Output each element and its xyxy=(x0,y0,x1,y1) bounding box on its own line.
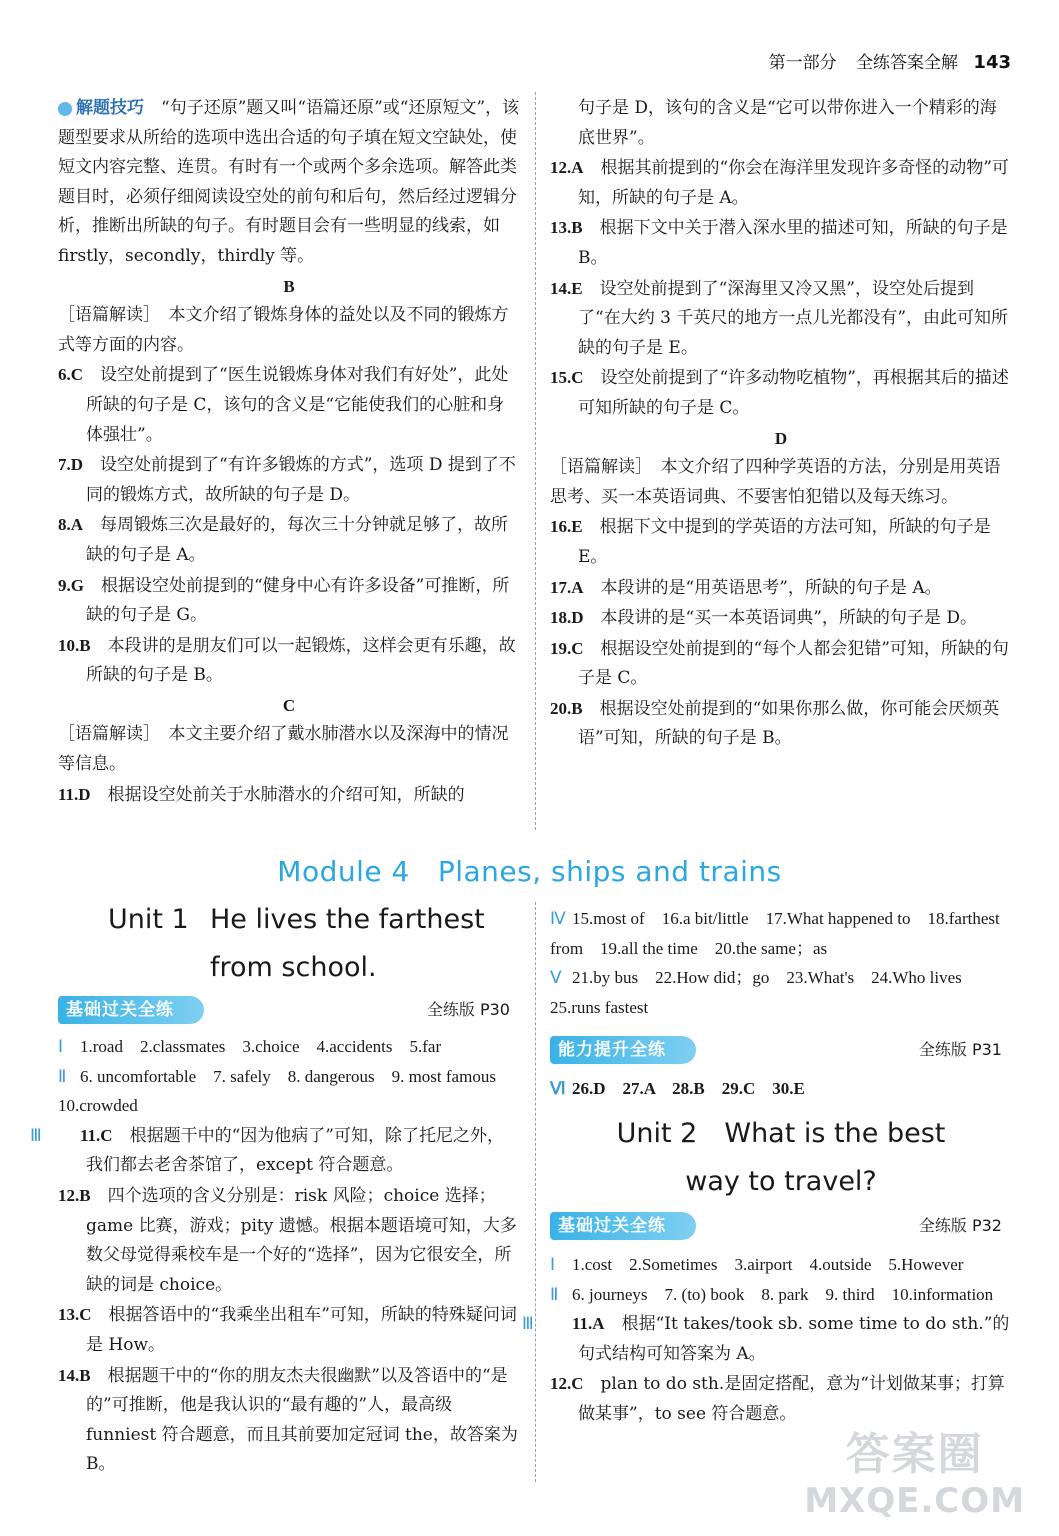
column-divider-bottom xyxy=(535,902,536,1482)
unit1-title-line1: He lives the farthest xyxy=(210,904,485,935)
header-section: 第一部分 xyxy=(768,53,837,73)
tip-label: 解题技巧 xyxy=(76,98,144,118)
answer-item: 19.C 根据设空处前提到的“每个人都会犯错”可知，所缺的句子是 C。 xyxy=(550,638,1009,689)
tip-text: “句子还原”题又叫“语篇还原”或“还原短文”，该题型要求从所给的选项中选出合适的句子填在短文空缺处，使短文内容完整、连贯。有时有一个或两个多余选项。解答此类题目时，必须仔细阅读设空处的前句和后句，然后经过逻辑分析，推断出所缺的句子。有时题目会有一些明显的线索，如 firstly，secondly，thirdly 等。 xyxy=(58,98,520,266)
page-number: 143 xyxy=(973,52,1011,73)
unit2-title-line2: way to travel? xyxy=(685,1165,877,1197)
answer-item: 12.C plan to do sth.是固定搭配，意为“计划做某事；打算做某事”，to see 符合题意。 xyxy=(550,1374,1005,1424)
reading-note-c: ［语篇解读］ 本文主要介绍了戴水肺潜水以及深海中的情况等信息。 xyxy=(58,724,509,775)
section-heading-d: D xyxy=(774,428,788,448)
section-badge: 基础过关全练 xyxy=(550,1212,696,1240)
answer-item: 12.B 四个选项的含义分别是：risk 风险；choice 选择；game 比赛，游戏；pity 遗憾。根据本题语境可知，大多数父母觉得乘校车是一个好的“选择”，因为它很安全，所缺的词是 choice。 xyxy=(58,1185,517,1295)
answer-item: 16.E 根据下文中提到的学英语的方法可知，所缺的句子是 E。 xyxy=(550,517,991,567)
page-reference: 全练版 P32 xyxy=(918,1215,1002,1235)
watermark-line2: MXQE.COM xyxy=(804,1481,1025,1521)
answer-item: Ⅲ 11.C 根据题干中的“因为他病了”可知，除了托尼之外，我们都去老舍茶馆了，except 符合题意。 xyxy=(30,1125,504,1176)
unit1-title xyxy=(108,896,528,992)
answer-item: 17.A 本段讲的是“用英语思考”，所缺的句子是 A。 xyxy=(550,577,942,598)
answer-item: 15.C 设空处前提到了“许多动物吃植物”，再根据其后的描述可知所缺的句子是 C。 xyxy=(550,368,1009,418)
section-badge-row xyxy=(58,994,520,1028)
solving-tip xyxy=(58,94,520,272)
answer-item: 14.B 根据题干中的“你的朋友杰夫很幽默”以及答语中的“是的”可推断，他是我认识的“最有趣的”人，最高级 funniest 符合题意，而且其前要加定冠词 the，故答案为 B。 xyxy=(58,1365,518,1475)
answer-item: 8.A 每周锻炼三次是最好的，每次三十分钟就足够了，故所缺的句子是 A。 xyxy=(58,515,509,565)
left-column-top xyxy=(58,94,520,810)
answer-row-4: Ⅳ 15.most of 16.a bit/little 17.What happened to 18.farthest from 19.all the time 20.the same；as xyxy=(550,909,1000,958)
column-divider-top xyxy=(535,92,536,830)
watermark xyxy=(804,1429,1025,1524)
answer-item: 6.C 设空处前提到了“医生说锻炼身体对我们有好处”，此处所缺的句子是 C，该句的含义是“它能使我们的心脏和身体强壮”。 xyxy=(58,365,509,445)
module-name: Planes, ships and trains xyxy=(437,855,782,888)
reading-note-d: ［语篇解读］ 本文介绍了四种学英语的方法，分别是用英语思考、买一本英语词典、不要害怕犯错以及每天练习。 xyxy=(550,457,1001,507)
right-column-top xyxy=(550,94,1012,754)
reading-note-b: ［语篇解读］ 本文介绍了锻炼身体的益处以及不同的锻炼方式等方面的内容。 xyxy=(58,305,509,355)
answer-item: 10.B 本段讲的是朋友们可以一起锻炼，这样会更有乐趣，故所缺的句子是 B。 xyxy=(58,635,516,686)
section-heading-b: B xyxy=(283,276,295,296)
answer-item: 14.E 设空处前提到了“深海里又冷又黑”，设空处后提到了“在大约 3 千英尺的地方一点儿光都没有”，由此可知所缺的句子是 E。 xyxy=(550,278,1009,358)
section-badge-row xyxy=(550,1034,1012,1068)
answer-item: Ⅲ 11.A 根据“It takes/took sb. some time to do sth.”的句式结构可知答案为 A。 xyxy=(522,1314,1010,1364)
unit2-title xyxy=(550,1110,1012,1206)
unit2-label: Unit 2 xyxy=(616,1117,698,1149)
answer-item: 12.A 根据其前提到的“你会在海洋里发现许多奇怪的动物”可知，所缺的句子是 A。 xyxy=(550,158,1009,208)
section-heading-c: C xyxy=(282,695,296,715)
answer-item: 7.D 设空处前提到了“有许多锻炼的方式”，选项 D 提到了不同的锻炼方式，故所缺的句子是 D。 xyxy=(58,455,516,505)
answer-continuation: 句子是 D，该句的含义是“它可以带你进入一个精彩的海底世界”。 xyxy=(578,98,997,148)
unit1-title-line2: from school. xyxy=(210,952,377,983)
answer-row-5: Ⅴ 21.by bus 22.How did；go 23.What's 24.Who lives 25.runs fastest xyxy=(550,968,979,1017)
answer-item: 13.C 根据答语中的“我乘坐出租车”可知，所缺的特殊疑问词是 How。 xyxy=(58,1305,517,1355)
section-badge: 能力提升全练 xyxy=(550,1036,696,1064)
watermark-line1: 答案圈 xyxy=(845,1429,984,1480)
answer-item: 13.B 根据下文中关于潜入深水里的描述可知，所缺的句子是 B。 xyxy=(550,218,1008,268)
page-reference: 全练版 P30 xyxy=(426,1000,510,1019)
answer-item: 11.D 根据设空处前关于水肺潜水的介绍可知，所缺的 xyxy=(58,784,465,805)
left-column-bottom xyxy=(30,994,520,1480)
answer-item: 20.B 根据设空处前提到的“如果你那么做，你可能会厌烦英语”可知，所缺的句子是 B。 xyxy=(550,698,1000,749)
module-label: Module 4 xyxy=(277,855,410,888)
answer-row-6: Ⅵ 26.D 27.A 28.B 29.C 30.E xyxy=(550,1079,805,1099)
right-column-bottom xyxy=(522,904,1012,1430)
tip-bulb-icon xyxy=(58,102,72,116)
page-reference: 全练版 P31 xyxy=(918,1040,1002,1060)
module-title xyxy=(0,855,1059,888)
unit2-title-line1: What is the best xyxy=(724,1117,946,1149)
answer-row-1: Ⅰ 1.road 2.classmates 3.choice 4.accidents 5.far xyxy=(58,1037,442,1056)
header-title: 全练答案全解 xyxy=(856,53,959,73)
page-header xyxy=(769,48,1011,73)
answer-item: 18.D 本段讲的是“买一本英语词典”，所缺的句子是 D。 xyxy=(550,608,977,629)
answer-row-2: Ⅱ 6. uncomfortable 7. safely 8. dangerous 9. most famous 10.crowded xyxy=(58,1066,513,1116)
answer-item: 9.G 根据设空处前提到的“健身中心有许多设备”可推断，所缺的句子是 G。 xyxy=(58,575,510,626)
unit1-label: Unit 1 xyxy=(108,904,189,935)
section-badge-row xyxy=(550,1210,1012,1244)
answer-row-u2-1: Ⅰ 1.cost 2.Sometimes 3.airport 4.outside 5.However xyxy=(550,1254,964,1274)
section-badge: 基础过关全练 xyxy=(58,996,204,1024)
answer-row-u2-2: Ⅱ 6. journeys 7. (to) book 8. park 9. third 10.information xyxy=(550,1284,994,1304)
